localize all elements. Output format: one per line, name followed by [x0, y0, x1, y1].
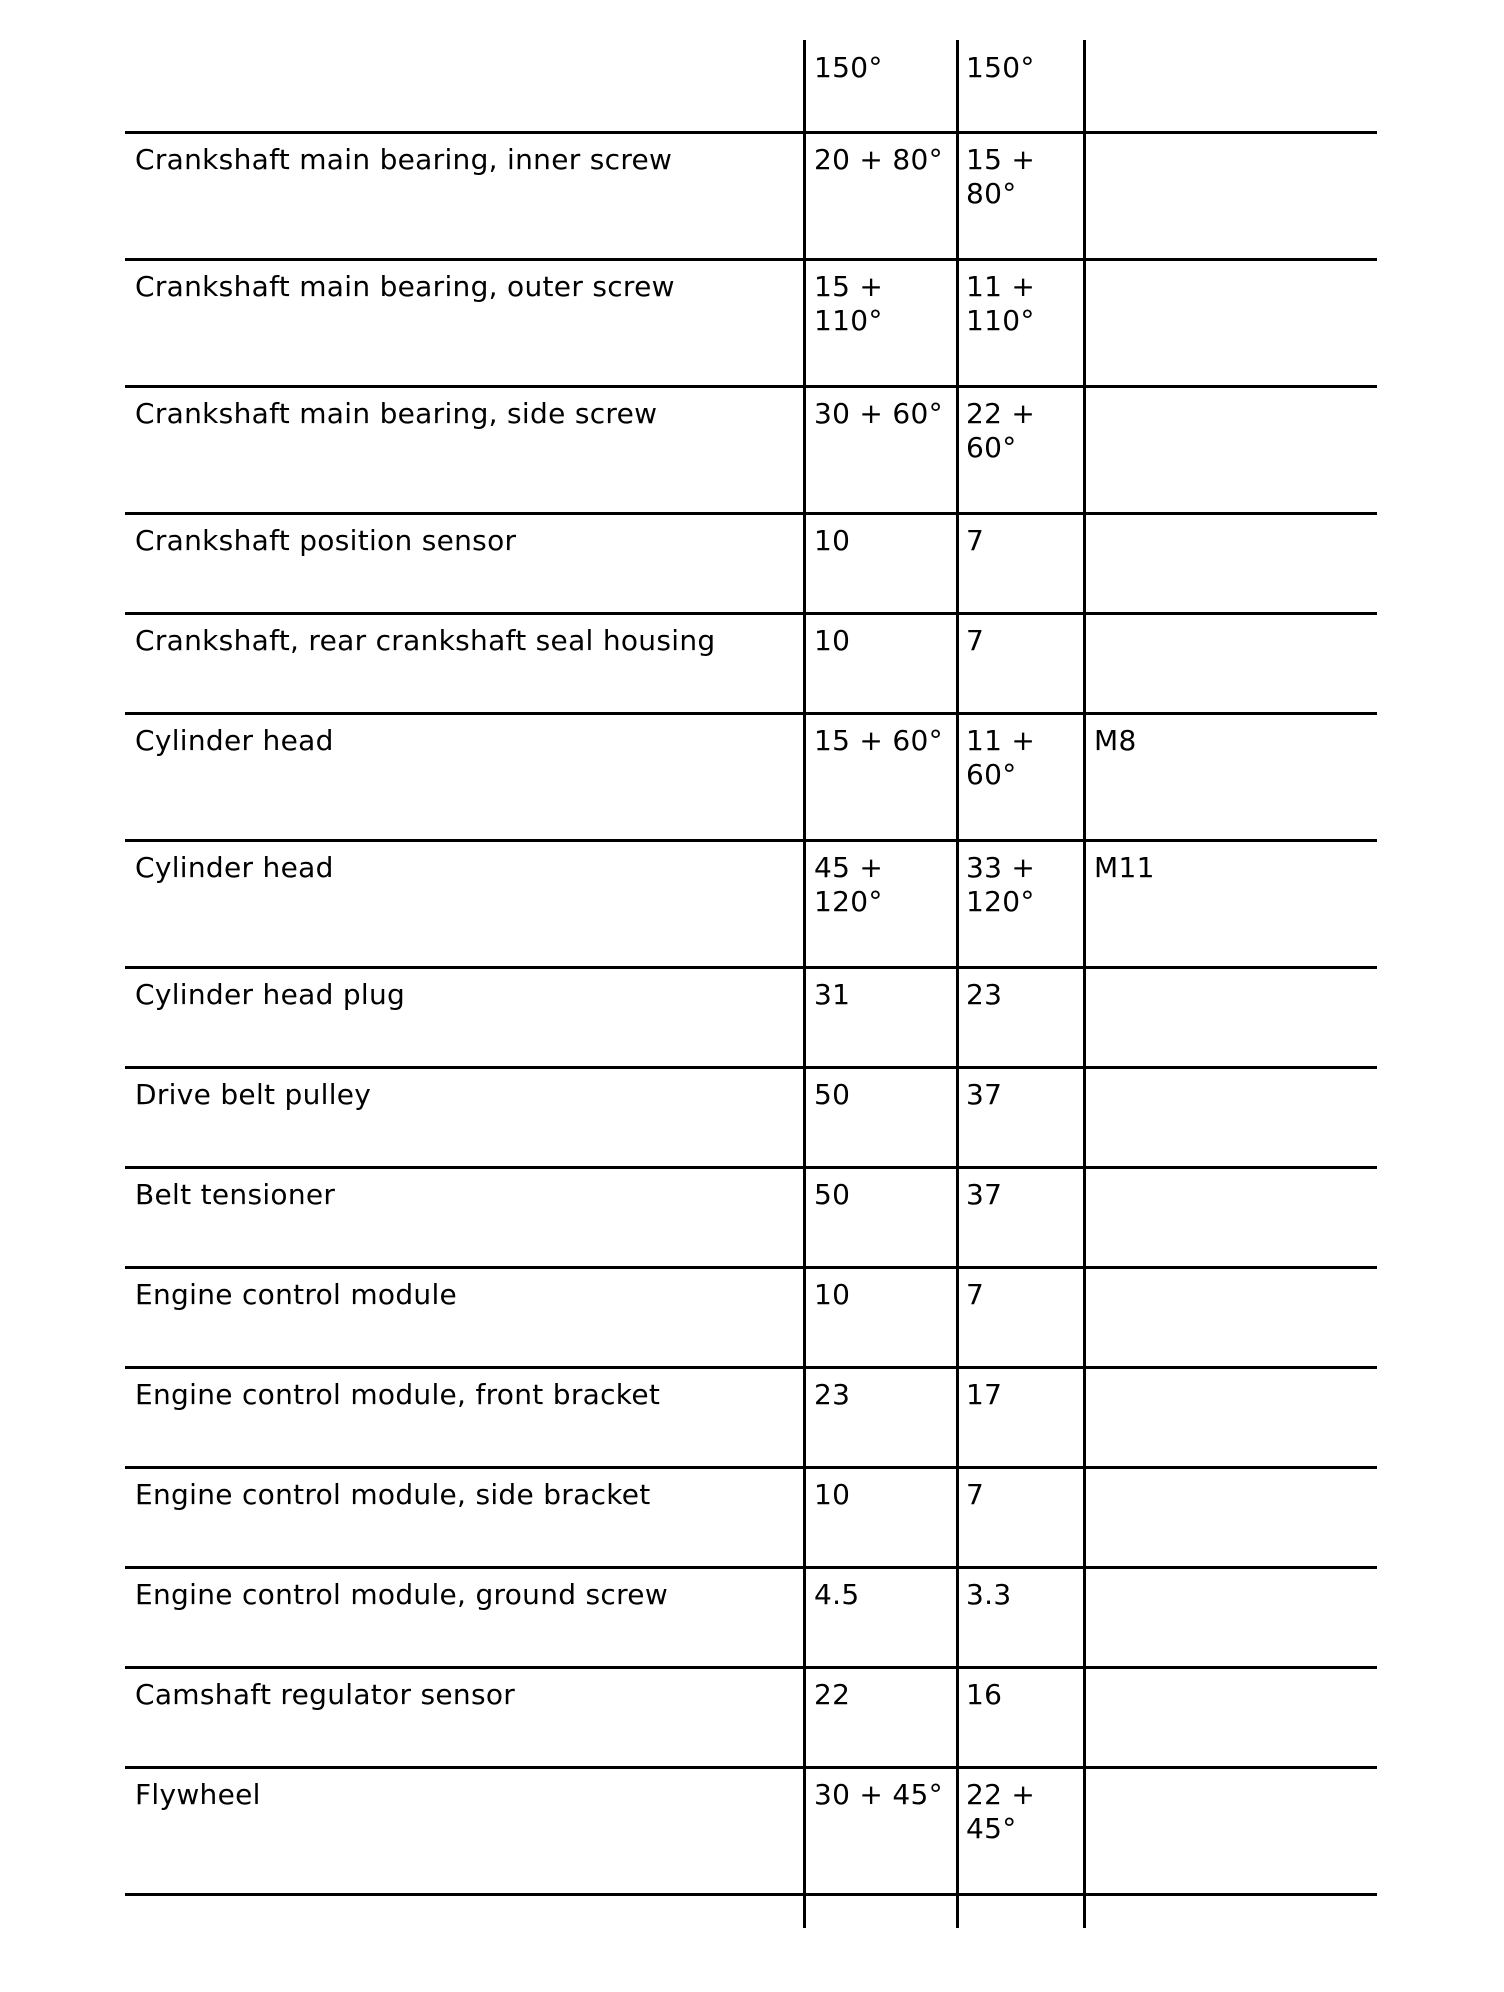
torque-lbft: 22 + 45°: [966, 1778, 1036, 1845]
part-name: Engine control module, side bracket: [135, 1478, 651, 1511]
part-name: Cylinder head: [135, 851, 334, 884]
row-divider: [125, 1266, 1377, 1269]
torque-nm: 50: [814, 1078, 851, 1111]
torque-lbft: 16: [966, 1678, 1003, 1711]
note: M11: [1094, 851, 1155, 884]
torque-lbft: 7: [966, 1278, 985, 1311]
torque-lbft: 3.3: [966, 1578, 1012, 1611]
torque-lbft: 11 + 110°: [966, 270, 1036, 337]
row-divider: [125, 966, 1377, 969]
torque-nm: 30 + 60°: [814, 397, 943, 430]
row-divider: [125, 512, 1377, 515]
part-name: Cylinder head: [135, 724, 334, 757]
part-name: Drive belt pulley: [135, 1078, 372, 1111]
part-name: Flywheel: [135, 1778, 261, 1811]
part-name: Engine control module, ground screw: [135, 1578, 669, 1611]
part-name: Cylinder head plug: [135, 978, 406, 1011]
column-divider-nm-lbft: [956, 40, 959, 1928]
torque-lbft: 7: [966, 1478, 985, 1511]
column-divider-part-nm: [803, 40, 806, 1928]
top-row-lbft: 150°: [966, 51, 1035, 84]
row-divider: [125, 385, 1377, 388]
row-divider: [125, 1666, 1377, 1669]
part-name: Crankshaft main bearing, inner screw: [135, 143, 673, 176]
row-divider: [125, 712, 1377, 715]
row-divider: [125, 1466, 1377, 1469]
torque-nm: 10: [814, 1478, 851, 1511]
torque-lbft: 37: [966, 1078, 1003, 1111]
torque-lbft: 11 + 60°: [966, 724, 1036, 791]
row-divider: [125, 1366, 1377, 1369]
row-divider: [125, 1066, 1377, 1069]
part-name: Crankshaft main bearing, outer screw: [135, 270, 675, 303]
torque-lbft: 33 + 120°: [966, 851, 1036, 918]
torque-lbft: 17: [966, 1378, 1003, 1411]
row-divider: [125, 131, 1377, 134]
torque-nm: 4.5: [814, 1578, 860, 1611]
row-divider: [125, 1566, 1377, 1569]
row-divider: [125, 1166, 1377, 1169]
part-name: Camshaft regulator sensor: [135, 1678, 516, 1711]
top-row-nm: 150°: [814, 51, 883, 84]
torque-nm: 50: [814, 1178, 851, 1211]
torque-nm: 10: [814, 524, 851, 557]
torque-lbft: 7: [966, 524, 985, 557]
torque-lbft: 37: [966, 1178, 1003, 1211]
row-divider: [125, 1893, 1377, 1896]
torque-lbft: 23: [966, 978, 1003, 1011]
row-divider: [125, 1766, 1377, 1769]
torque-lbft: 7: [966, 624, 985, 657]
row-divider: [125, 258, 1377, 261]
torque-nm: 45 + 120°: [814, 851, 884, 918]
part-name: Belt tensioner: [135, 1178, 336, 1211]
row-divider: [125, 612, 1377, 615]
torque-nm: 22: [814, 1678, 851, 1711]
torque-lbft: 15 + 80°: [966, 143, 1036, 210]
torque-nm: 15 + 60°: [814, 724, 943, 757]
torque-nm: 10: [814, 1278, 851, 1311]
row-divider: [125, 839, 1377, 842]
torque-nm: 15 + 110°: [814, 270, 884, 337]
note: M8: [1094, 724, 1137, 757]
part-name: Crankshaft position sensor: [135, 524, 517, 557]
column-divider-lbft-note: [1083, 40, 1086, 1928]
torque-nm: 23: [814, 1378, 851, 1411]
torque-lbft: 22 + 60°: [966, 397, 1036, 464]
part-name: Crankshaft, rear crankshaft seal housing: [135, 624, 716, 657]
torque-nm: 20 + 80°: [814, 143, 943, 176]
torque-nm: 31: [814, 978, 851, 1011]
torque-nm: 30 + 45°: [814, 1778, 943, 1811]
part-name: Crankshaft main bearing, side screw: [135, 397, 658, 430]
torque-nm: 10: [814, 624, 851, 657]
part-name: Engine control module, front bracket: [135, 1378, 661, 1411]
part-name: Engine control module: [135, 1278, 458, 1311]
